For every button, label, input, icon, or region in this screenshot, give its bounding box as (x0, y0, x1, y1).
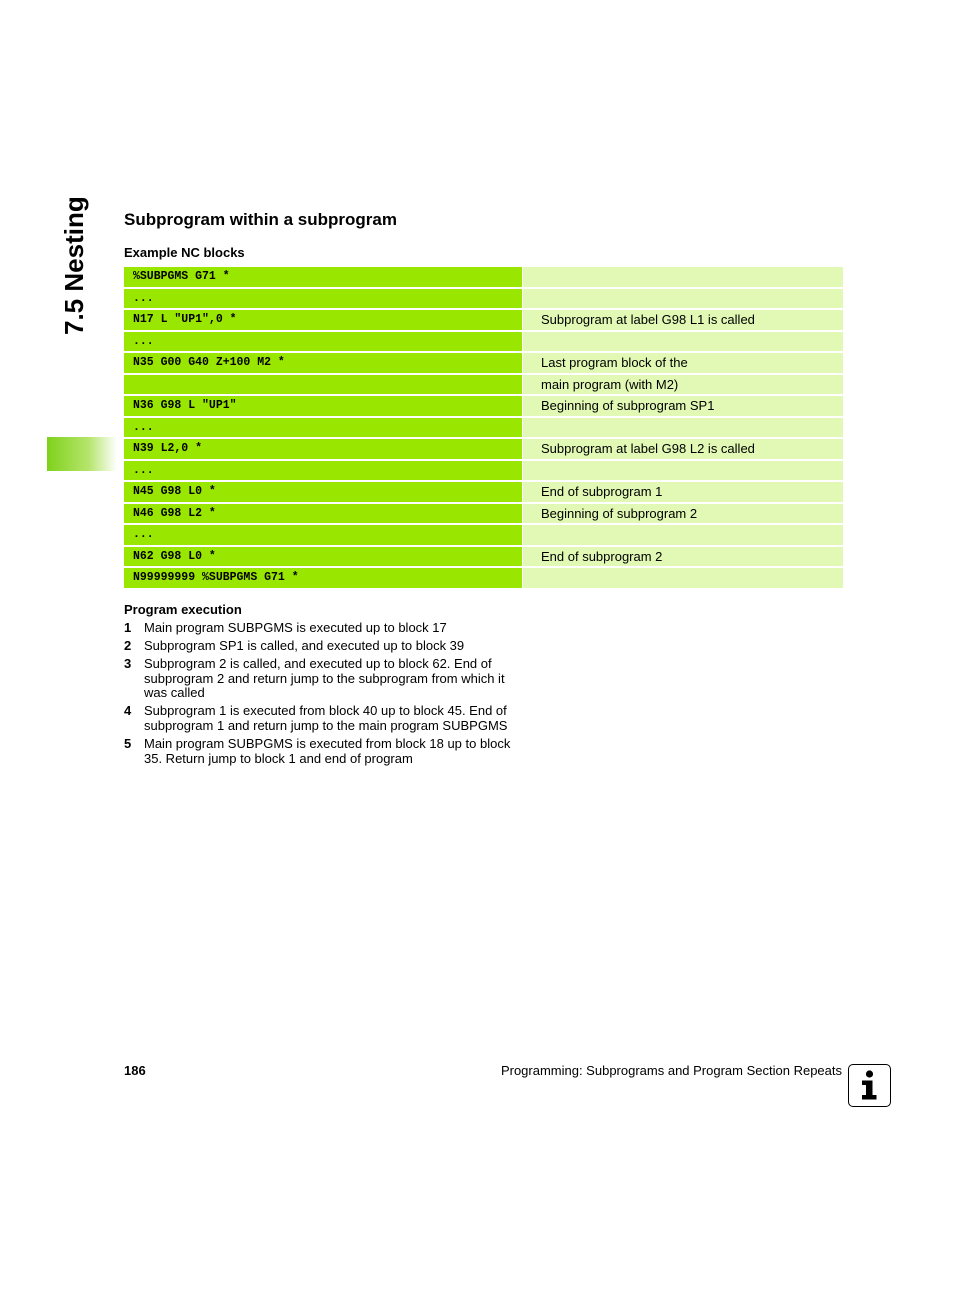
nc-table-row (124, 396, 843, 416)
nc-table-row (124, 418, 843, 438)
nc-comment-cell (523, 461, 843, 481)
nc-comment-cell: End of subprogram 1 (523, 482, 843, 502)
nc-comment-cell: Beginning of subprogram 2 (523, 504, 843, 524)
page-number: 186 (124, 1063, 146, 1078)
execution-step (124, 737, 524, 766)
step-text: Main program SUBPGMS is executed from block 18 up to block 35. Return jump to block 1 and end of program (144, 736, 511, 766)
nc-table-row (124, 332, 843, 352)
nc-table-row (124, 482, 843, 502)
execution-step (124, 704, 524, 733)
nc-table-row (124, 568, 843, 588)
nc-table-row (124, 375, 843, 395)
nc-table-row (124, 439, 843, 459)
step-text: Subprogram 1 is executed from block 40 up to block 45. End of subprogram 1 and return jump to the main program SUBPGMS (144, 703, 508, 734)
nc-comment-cell: End of subprogram 2 (523, 547, 843, 567)
nc-table-row (124, 267, 843, 287)
step-number: 1 (124, 620, 132, 635)
example-heading: Example NC blocks (124, 245, 245, 260)
chapter-tab-marker (47, 437, 117, 471)
nc-blocks-table (124, 267, 843, 590)
nc-code-cell: N46 G98 L2 * (124, 504, 522, 524)
nc-table-row (124, 461, 843, 481)
step-number: 5 (124, 736, 132, 752)
nc-code-cell: N39 L2,0 * (124, 439, 522, 459)
nc-code-cell: N36 G98 L "UP1" (124, 396, 522, 416)
nc-comment-cell (523, 418, 843, 438)
nc-comment-cell: Subprogram at label G98 L2 is called (523, 439, 843, 459)
info-icon (848, 1064, 891, 1107)
nc-comment-cell (523, 568, 843, 588)
execution-step (124, 621, 524, 636)
execution-step (124, 657, 524, 701)
nc-code-cell: N17 L "UP1",0 * (124, 310, 522, 330)
section-title: Subprogram within a subprogram (124, 210, 397, 229)
nc-comment-cell: main program (with M2) (523, 375, 843, 395)
nc-comment-cell: Beginning of subprogram SP1 (523, 396, 843, 416)
step-text: Subprogram SP1 is called, and executed up to block 39 (144, 638, 465, 654)
nc-table-row (124, 504, 843, 524)
nc-code-cell: N62 G98 L0 * (124, 547, 522, 567)
nc-code-cell: N45 G98 L0 * (124, 482, 522, 502)
nc-comment-cell (523, 525, 843, 545)
step-text: Subprogram 2 is called, and executed up to block 62. End of subprogram 2 and return jump to the subprogram from which it was called (144, 656, 505, 701)
nc-table-row (124, 310, 843, 330)
footer-chapter-text: Programming: Subprograms and Program Section Repeats (500, 1063, 842, 1078)
nc-comment-cell (523, 267, 843, 287)
nc-comment-cell (523, 332, 843, 352)
nc-code-cell: ... (124, 289, 522, 309)
nc-code-cell (124, 375, 522, 395)
nc-table-row (124, 525, 843, 545)
step-number: 3 (124, 656, 132, 672)
nc-comment-cell (523, 289, 843, 309)
execution-heading: Program execution (124, 602, 242, 617)
step-number: 4 (124, 703, 132, 719)
nc-comment-cell: Subprogram at label G98 L1 is called (523, 310, 843, 330)
step-text: Main program SUBPGMS is executed up to block 17 (144, 620, 447, 635)
nc-code-cell: ... (124, 332, 522, 352)
nc-code-cell: ... (124, 418, 522, 438)
nc-code-cell: %SUBPGMS G71 * (124, 267, 522, 287)
execution-step (124, 639, 524, 654)
nc-table-row (124, 547, 843, 567)
execution-list (124, 621, 524, 770)
nc-code-cell: N99999999 %SUBPGMS G71 * (124, 568, 522, 588)
step-number: 2 (124, 638, 132, 654)
nc-table-row (124, 353, 843, 373)
nc-code-cell: ... (124, 461, 522, 481)
chapter-side-title: 7.5 Nesting (59, 196, 89, 335)
nc-table-row (124, 289, 843, 309)
nc-code-cell: N35 G00 G40 Z+100 M2 * (124, 353, 522, 373)
nc-code-cell: ... (124, 525, 522, 545)
nc-comment-cell: Last program block of the (523, 353, 843, 373)
